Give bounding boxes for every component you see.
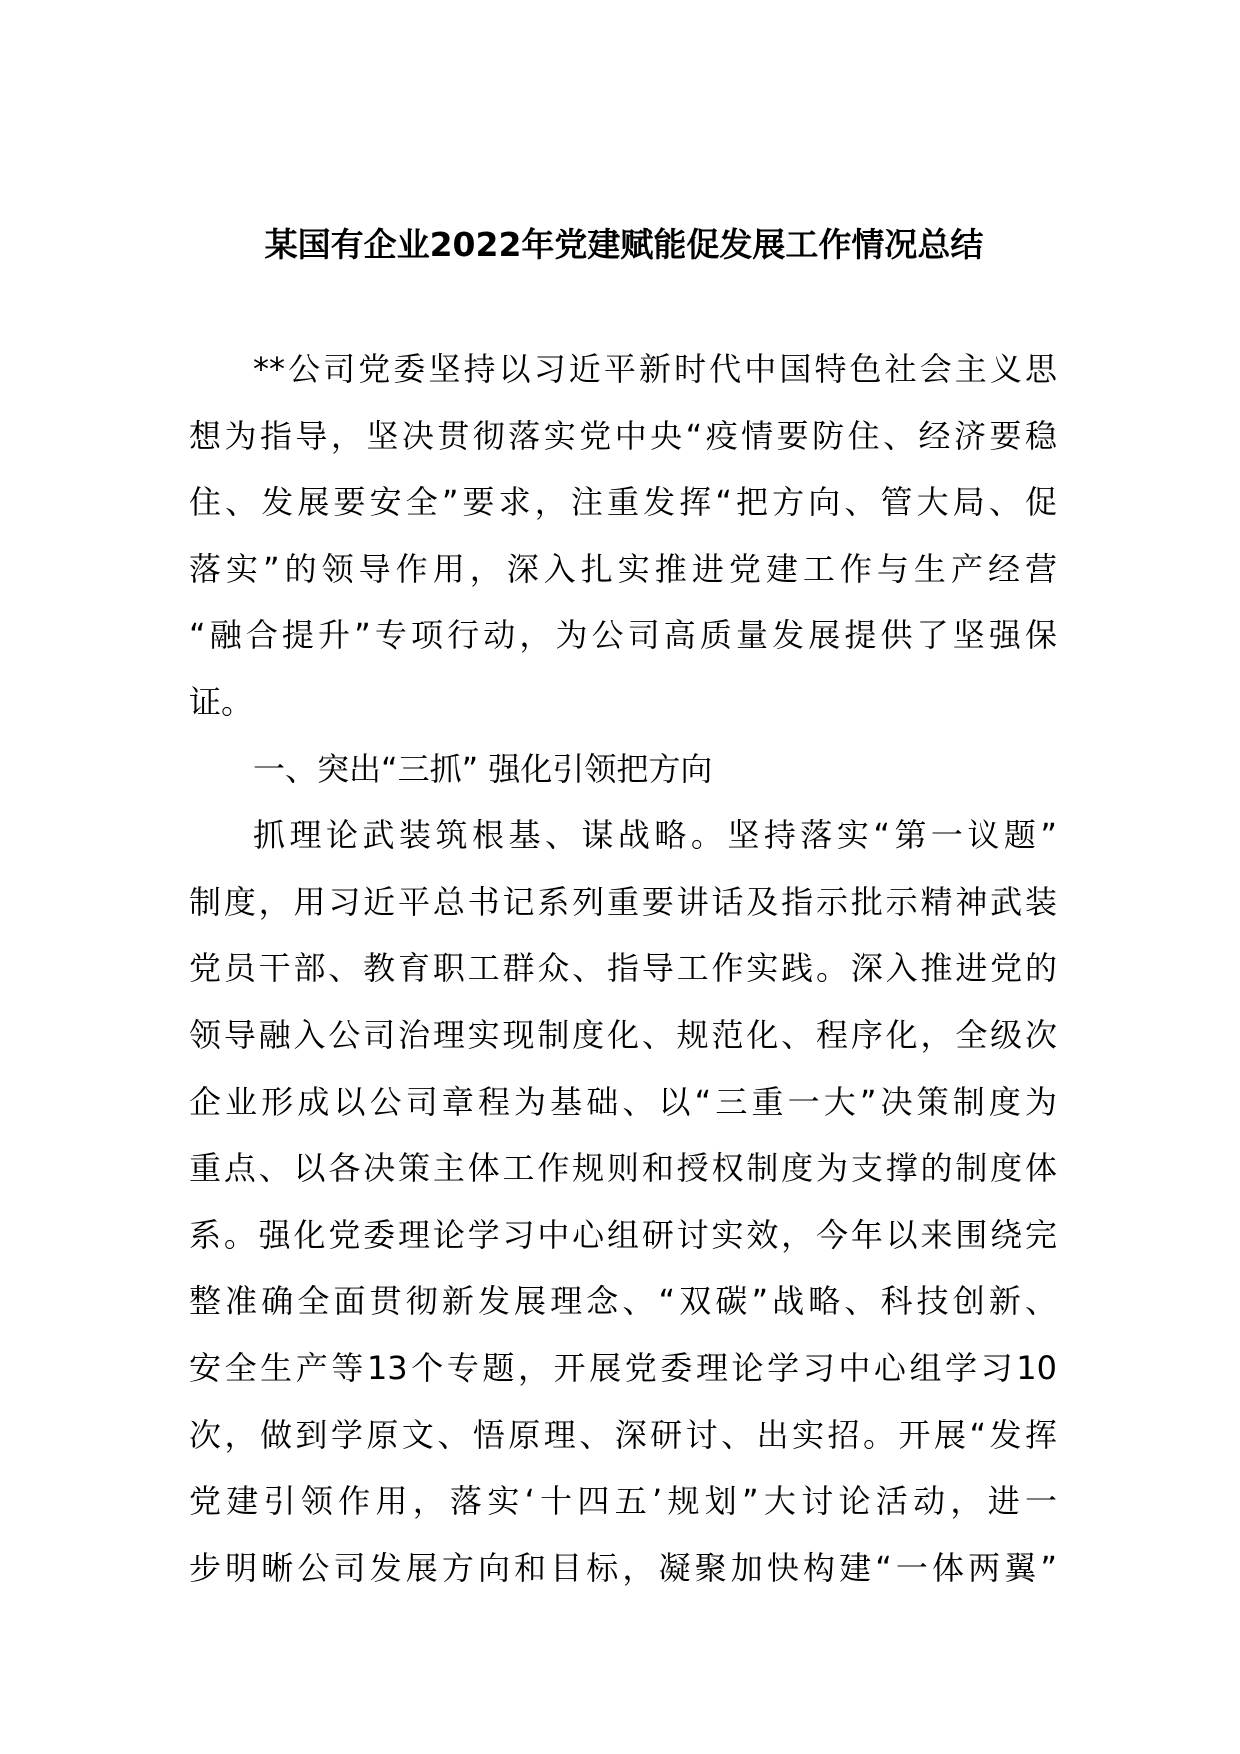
text-line: 抓理论武装筑根基、谋战略。坚持落实“第一议题” bbox=[253, 816, 1057, 855]
document-body bbox=[189, 336, 1057, 1601]
document-title: 某国有企业2022年党建赋能促发展工作情况总结 bbox=[264, 225, 984, 264]
text-line: 整准确全面贯彻新发展理念、“双碳”战略、科技创新、 bbox=[189, 1282, 1057, 1321]
text-line: 步明晰公司发展方向和目标，凝聚加快构建“一体两翼” bbox=[189, 1548, 1057, 1587]
text-line: 党建引领作用，落实‘十四五’规划”大讨论活动，进一 bbox=[189, 1482, 1057, 1521]
text-line: 落实”的领导作用，深入扎实推进党建工作与生产经营 bbox=[189, 549, 1057, 588]
text-line: 企业形成以公司章程为基础、以“三重一大”决策制度为 bbox=[189, 1082, 1057, 1121]
text-line: 党员干部、教育职工群众、指导工作实践。深入推进党的 bbox=[189, 949, 1057, 988]
text-line: **公司党委坚持以习近平新时代中国特色社会主义思 bbox=[253, 350, 1057, 388]
text-line: 住、发展要安全”要求，注重发挥“把方向、管大局、促 bbox=[189, 483, 1057, 522]
text-line: 制度，用习近平总书记系列重要讲话及指示批示精神武装 bbox=[189, 882, 1057, 921]
text-line: 领导融入公司治理实现制度化、规范化、程序化，全级次 bbox=[189, 1015, 1057, 1054]
text-line: 安全生产等13个专题，开展党委理论学习中心组学习10 bbox=[189, 1348, 1057, 1387]
text-line: 证。 bbox=[189, 682, 254, 721]
text-line: 想为指导，坚决贯彻落实党中央“疫情要防住、经济要稳 bbox=[189, 416, 1057, 455]
text-line: “融合提升”专项行动，为公司高质量发展提供了坚强保 bbox=[189, 616, 1057, 655]
text-line: 系。强化党委理论学习中心组研讨实效，今年以来围绕完 bbox=[189, 1215, 1057, 1254]
text-line: 重点、以各决策主体工作规则和授权制度为支撑的制度体 bbox=[189, 1149, 1057, 1188]
text-line: 一、突出“三抓” 强化引领把方向 bbox=[253, 749, 713, 788]
text-line: 次，做到学原文、悟原理、深研讨、出实招。开展“发挥 bbox=[189, 1415, 1057, 1454]
